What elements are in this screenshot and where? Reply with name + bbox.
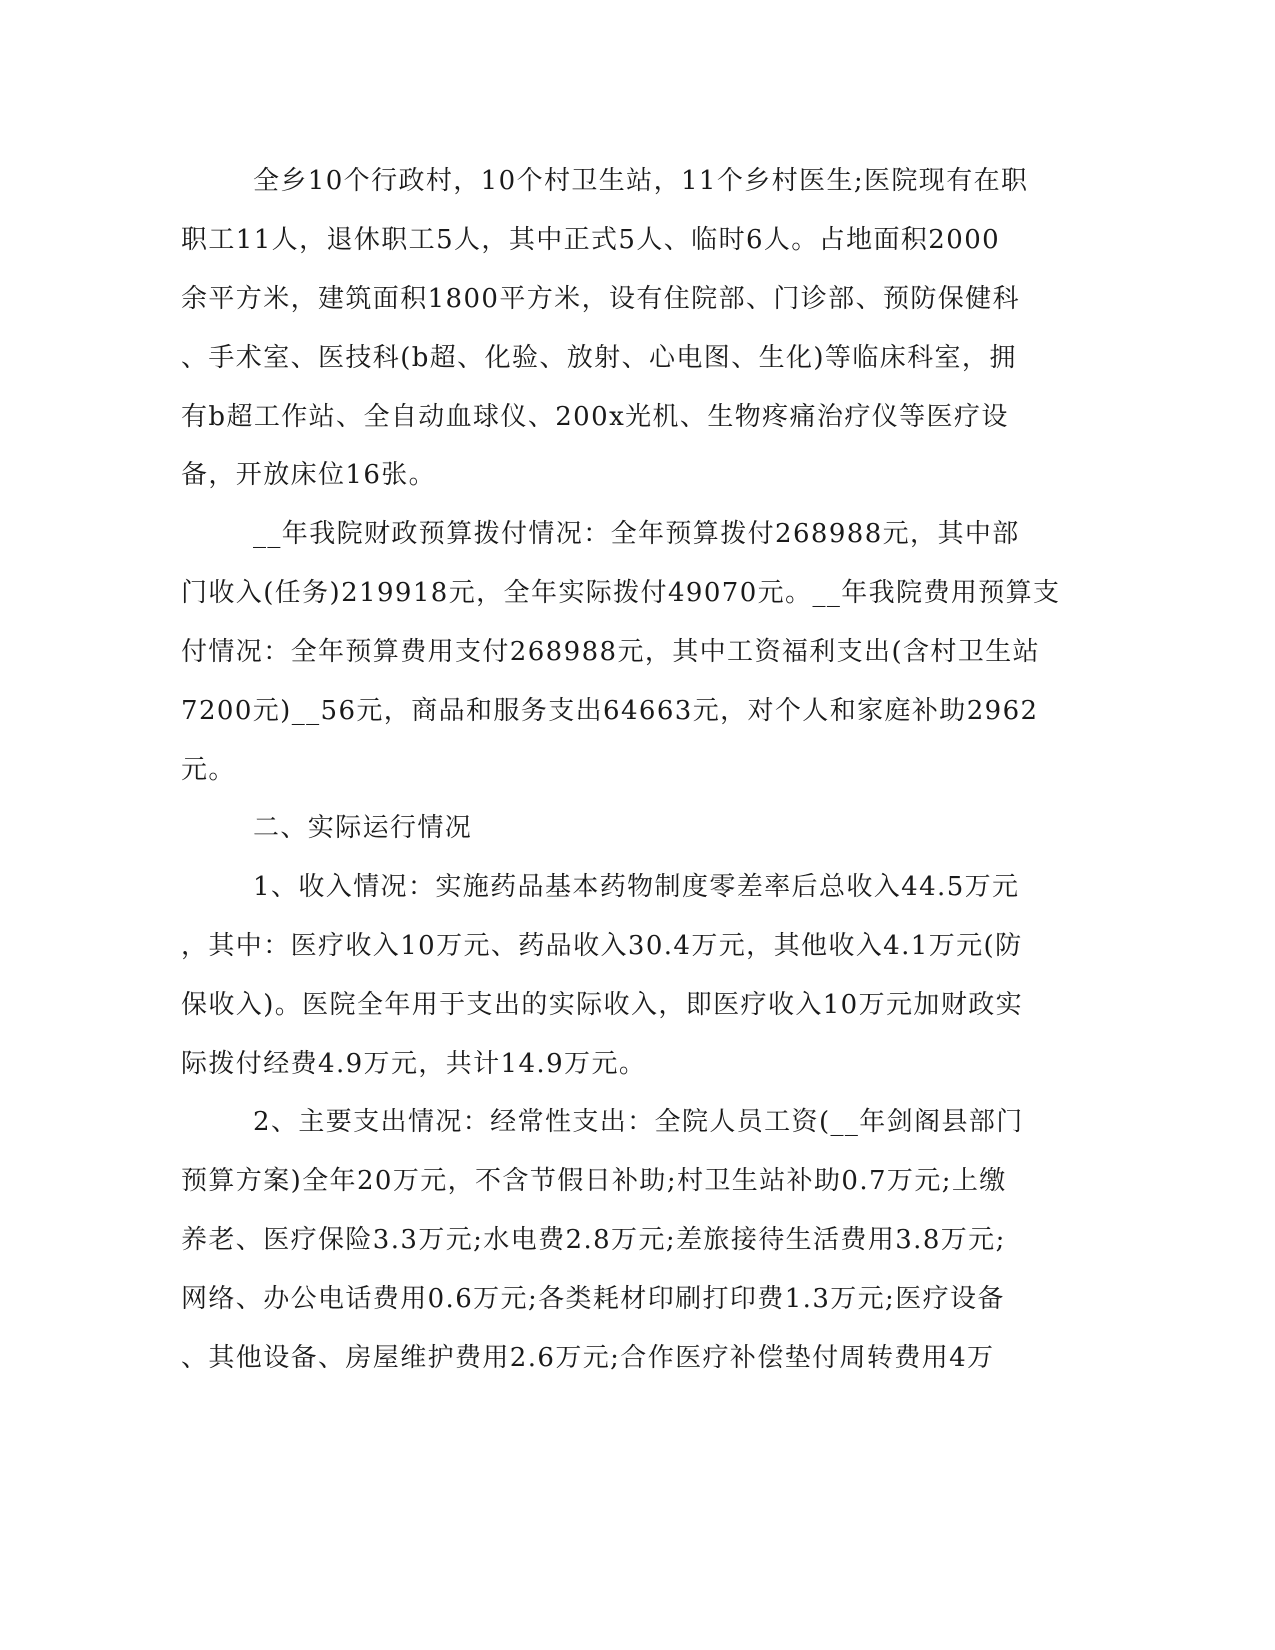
text-line: 门收入(任务)219918元，全年实际拨付49070元。__年我院费用预算支	[181, 578, 1061, 608]
text-line: __年我院财政预算拨付情况：全年预算拨付268988元，其中部	[253, 519, 1020, 549]
text-line: 余平方米，建筑面积1800平方米，设有住院部、门诊部、预防保健科	[181, 284, 1020, 314]
text-line: 2、主要支出情况：经常性支出：全院人员工资(__年剑阁县部门	[253, 1107, 1024, 1137]
text-line: 7200元)__56元，商品和服务支出64663元，对个人和家庭补助2962	[181, 696, 1039, 726]
text-line: 职工11人，退休职工5人，其中正式5人、临时6人。占地面积2000	[181, 225, 1001, 255]
text-line: 备，开放床位16张。	[181, 460, 437, 490]
text-line: 保收入)。医院全年用于支出的实际收入，即医疗收入10万元加财政实	[181, 990, 1024, 1020]
text-line: 元。	[181, 755, 236, 785]
text-line: ，其中：医疗收入10万元、药品收入30.4万元，其他收入4.1万元(防	[181, 931, 1023, 961]
text-line: 全乡10个行政村，10个村卫生站，11个乡村医生;医院现有在职	[253, 166, 1029, 196]
text-line: 养老、医疗保险3.3万元;水电费2.8万元;差旅接待生活费用3.8万元;	[181, 1225, 1006, 1255]
text-line: 、手术室、医技科(b超、化验、放射、心电图、生化)等临床科室，拥	[181, 343, 1017, 373]
text-line: 网络、办公电话费用0.6万元;各类耗材印刷打印费1.3万元;医疗设备	[181, 1284, 1005, 1314]
text-line: 预算方案)全年20万元，不含节假日补助;村卫生站补助0.7万元;上缴	[181, 1166, 1007, 1196]
text-line: 1、收入情况：实施药品基本药物制度零差率后总收入44.5万元	[253, 872, 1020, 902]
text-line: 付情况：全年预算费用支付268988元，其中工资福利支出(含村卫生站	[181, 637, 1040, 667]
text-line: 、其他设备、房屋维护费用2.6万元;合作医疗补偿垫付周转费用4万	[181, 1343, 995, 1373]
text-line: 有b超工作站、全自动血球仪、200x光机、生物疼痛治疗仪等医疗设	[181, 402, 1009, 432]
section-heading: 二、实际运行情况	[253, 813, 473, 843]
text-line: 际拨付经费4.9万元，共计14.9万元。	[181, 1049, 647, 1079]
